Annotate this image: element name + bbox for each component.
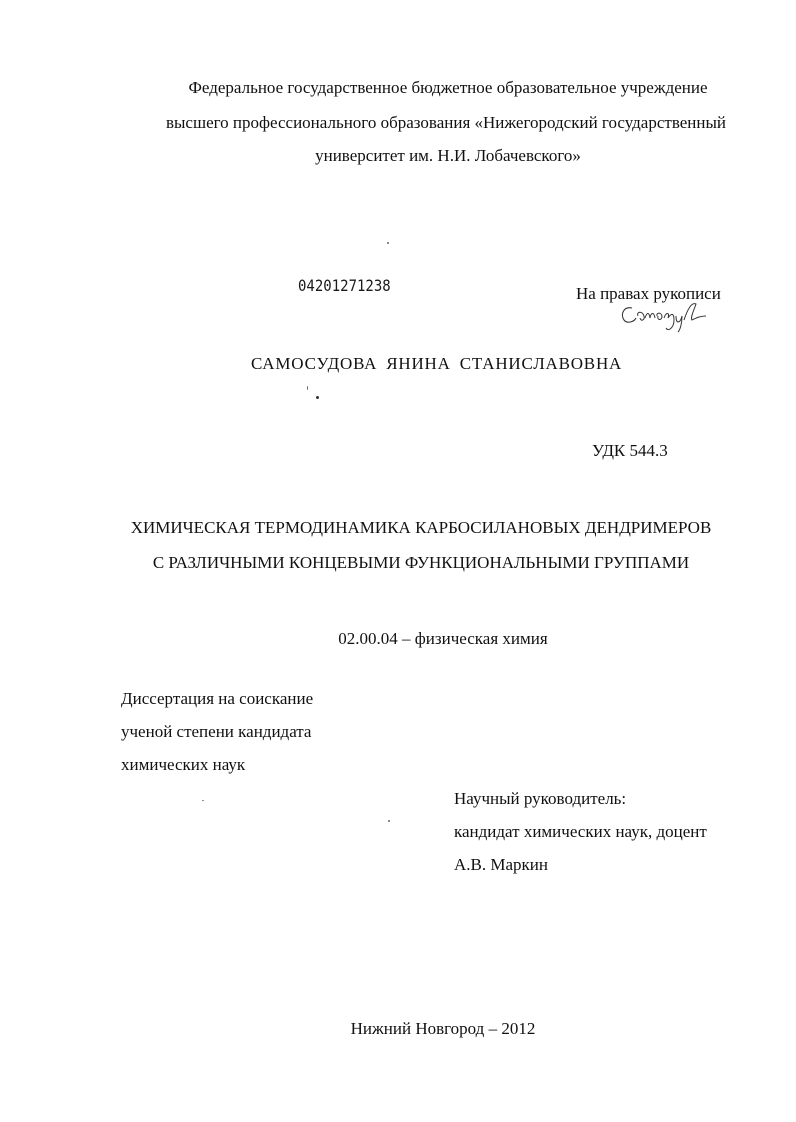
scan-speck xyxy=(388,820,390,822)
manuscript-note: На правах рукописи xyxy=(576,284,721,303)
dissertation-line-2: ученой степени кандидата xyxy=(121,722,312,741)
title-line-2: С РАЗЛИЧНЫМИ КОНЦЕВЫМИ ФУНКЦИОНАЛЬНЫМИ ГРУППАМИ xyxy=(152,553,690,572)
supervisor-name: А.В. Маркин xyxy=(454,855,548,874)
scan-speck xyxy=(307,386,308,390)
dissertation-line-1: Диссертация на соискание xyxy=(121,689,314,708)
city-year: Нижний Новгород – 2012 xyxy=(350,1019,536,1038)
supervisor-degree: кандидат химических наук, доцент xyxy=(454,822,707,841)
title-line-1: ХИМИЧЕСКАЯ ТЕРМОДИНАМИКА КАРБОСИЛАНОВЫХ ДЕНДРИМЕРОВ xyxy=(130,518,712,537)
organization-line-3: университет им. Н.И. Лобачевского» xyxy=(315,146,581,165)
supervisor-label: Научный руководитель: xyxy=(454,789,627,808)
scan-speck xyxy=(202,800,204,801)
udk-code: УДК 544.3 xyxy=(592,441,668,460)
dissertation-line-3: химических наук xyxy=(121,755,246,774)
organization-line-2: высшего профессионального образования «Нижегородский государственный xyxy=(165,113,727,132)
organization-line-1: Федеральное государственное бюджетное образовательное учреждение xyxy=(188,78,708,97)
scan-speck xyxy=(387,242,389,244)
handwritten-signature xyxy=(614,298,714,334)
registration-number: 04201271238 xyxy=(298,277,391,296)
scan-speck xyxy=(316,396,319,399)
specialty-code: 02.00.04 – физическая химия xyxy=(338,629,548,648)
author-name: САМОСУДОВА ЯНИНА СТАНИСЛАВОВНА xyxy=(251,354,623,373)
